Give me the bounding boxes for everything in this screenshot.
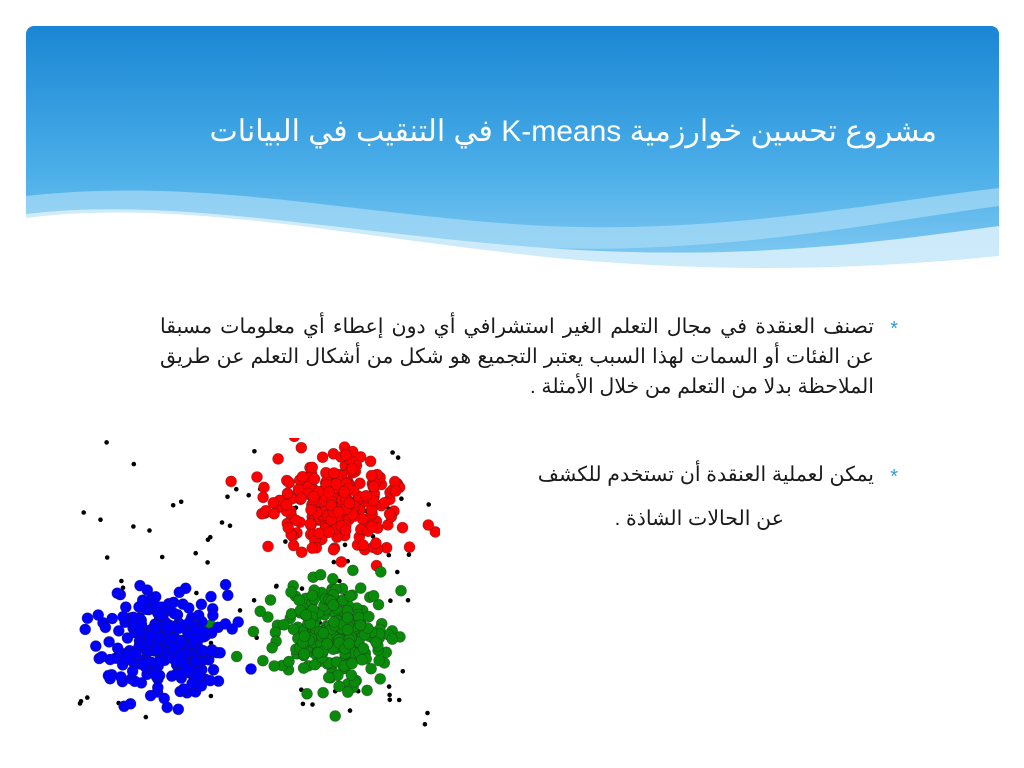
bullet-text-clustering: تصنف العنقدة في مجال التعلم الغير استشرافي أي دون إعطاء أي معلومات مسبقا عن الفئات أو السمات لهذا السبب يعتبر التجميع هو شكل من أشكال التعلم عن طريق الملاحظة بدلا من التعلم من خلال الأمثلة . — [160, 315, 874, 398]
banner-background — [26, 26, 999, 288]
cluster-blue — [80, 579, 257, 715]
bullet-asterisk-icon: * — [890, 318, 898, 340]
bullet-asterisk-icon: * — [890, 466, 898, 488]
cluster-red — [226, 438, 440, 571]
bullet-text-outliers-line2: عن الحالات الشاذة . — [614, 507, 784, 530]
bullet-item-clustering — [160, 312, 898, 402]
slide-title: مشروع تحسين خوارزمية K-means في التنقيب في البيانات — [209, 115, 937, 148]
cluster-green — [205, 565, 407, 722]
title-banner — [26, 26, 999, 288]
cluster-scatter-image — [70, 438, 440, 730]
bullet-text-outliers-line1: يمكن لعملية العنقدة أن تستخدم للكشف — [537, 463, 874, 486]
